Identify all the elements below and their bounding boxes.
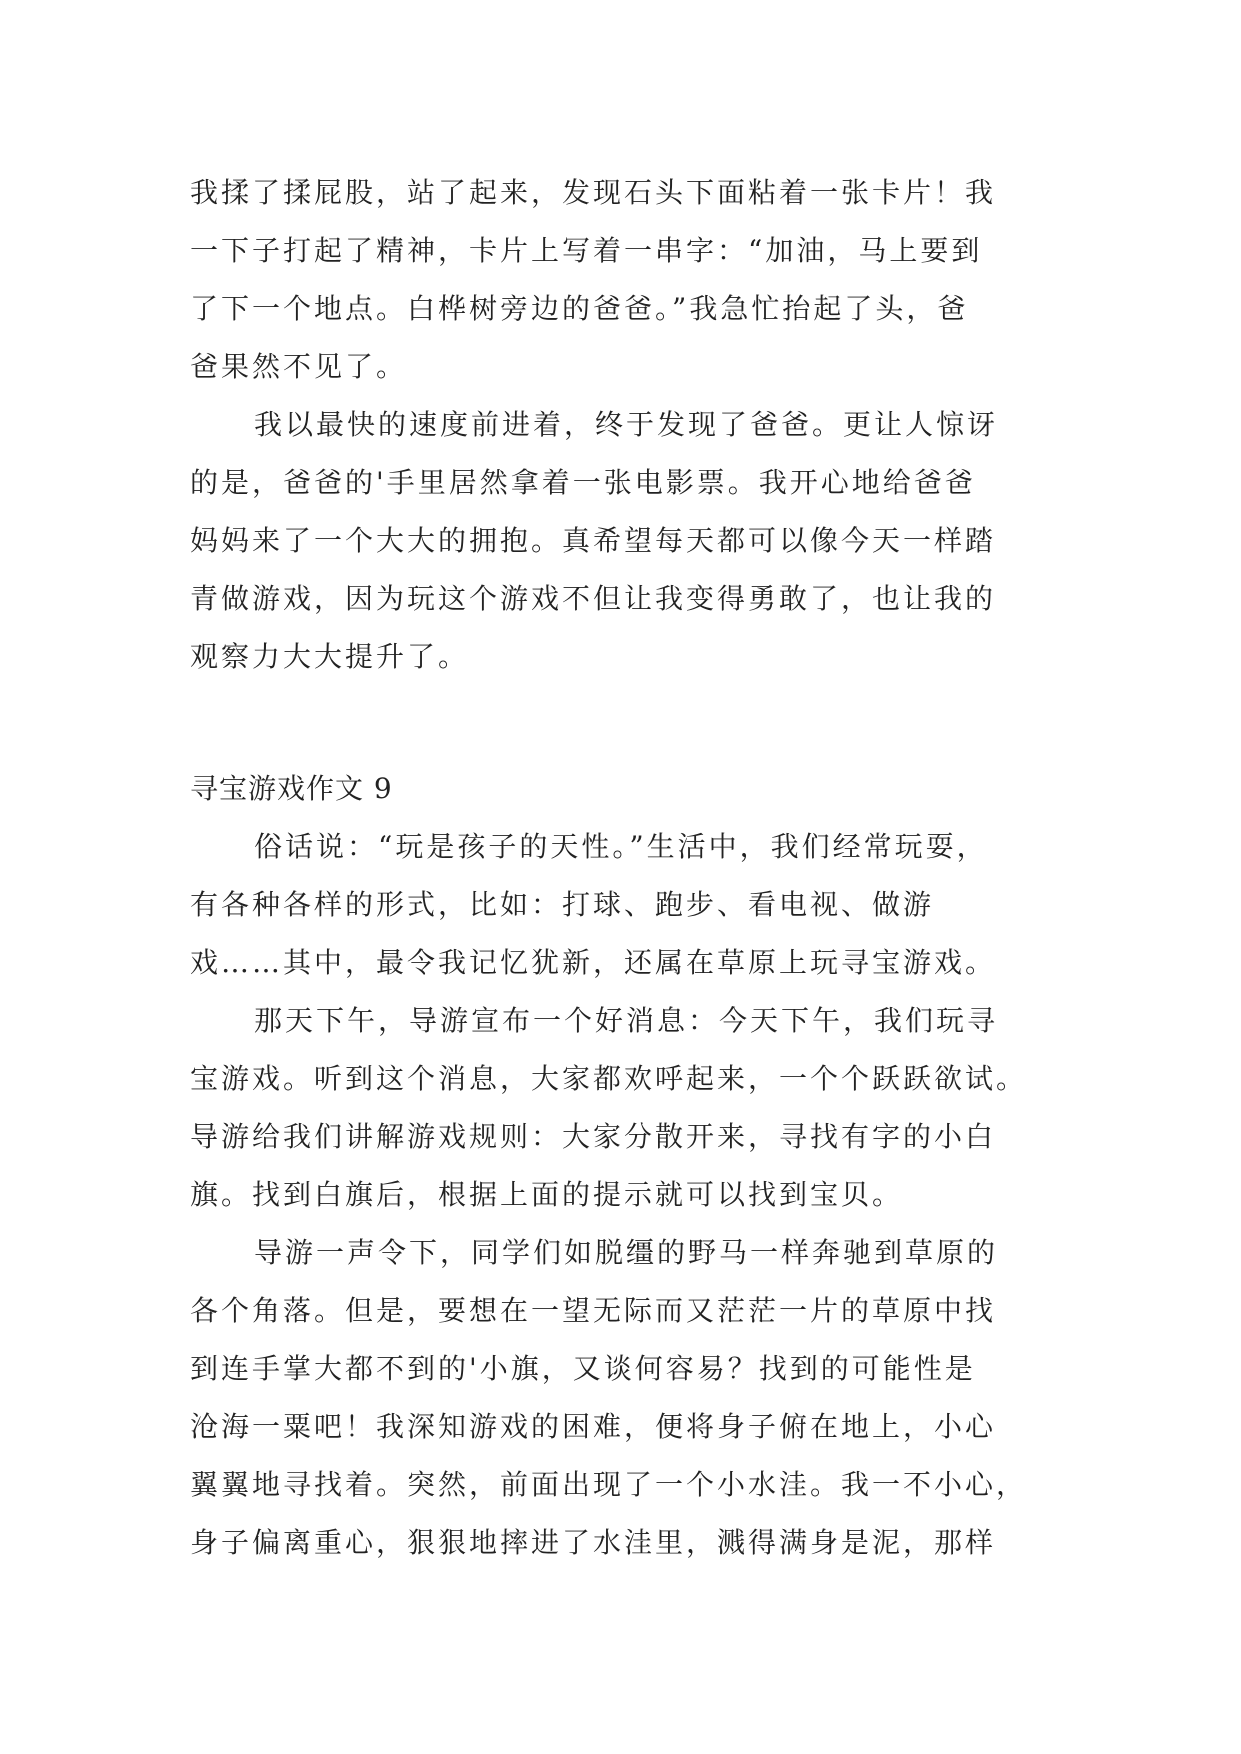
text-line: 了下一个地点。白桦树旁边的爸爸。”我急忙抬起了头，爸 bbox=[190, 292, 969, 325]
text-line: 爸果然不见了。 bbox=[190, 350, 408, 383]
text-line: 妈妈来了一个大大的拥抱。真希望每天都可以像今天一样踏 bbox=[190, 524, 997, 557]
text-line: 导游给我们讲解游戏规则：大家分散开来，寻找有字的小白 bbox=[190, 1120, 997, 1153]
text-line: 俗话说：“玩是孩子的天性。”生活中，我们经常玩耍， bbox=[254, 830, 988, 863]
paragraph bbox=[190, 1224, 1050, 1572]
paragraph bbox=[190, 818, 1050, 992]
text-line: 沧海一粟吧！我深知游戏的困难，便将身子俯在地上，小心 bbox=[190, 1410, 997, 1443]
text-line: 我揉了揉屁股，站了起来，发现石头下面粘着一张卡片！我 bbox=[190, 176, 997, 209]
text-line: 我以最快的速度前进着，终于发现了爸爸。更让人惊讶 bbox=[254, 408, 999, 441]
text-line: 宝游戏。听到这个消息，大家都欢呼起来，一个个跃跃欲试。 bbox=[190, 1062, 1028, 1095]
text-line: 翼翼地寻找着。突然，前面出现了一个小水洼。我一不小心， bbox=[190, 1468, 1028, 1501]
text-line: 青做游戏，因为玩这个游戏不但让我变得勇敢了，也让我的 bbox=[190, 582, 997, 615]
text-line: 有各种各样的形式，比如：打球、跑步、看电视、做游 bbox=[190, 888, 935, 921]
section-gap bbox=[190, 686, 1050, 760]
text-line: 一下子打起了精神，卡片上写着一串字：“加油，马上要到 bbox=[190, 234, 983, 267]
text-line: 到连手掌大都不到的'小旗，又谈何容易？找到的可能性是 bbox=[190, 1352, 976, 1385]
text-line: 各个角落。但是，要想在一望无际而又茫茫一片的草原中找 bbox=[190, 1294, 997, 1327]
text-line: 观察力大大提升了。 bbox=[190, 640, 470, 673]
text-line: 的是，爸爸的'手里居然拿着一张电影票。我开心地给爸爸 bbox=[190, 466, 976, 499]
text-line: 旗。找到白旗后，根据上面的提示就可以找到宝贝。 bbox=[190, 1178, 904, 1211]
text-line: 戏……其中，最令我记忆犹新，还属在草原上玩寻宝游戏。 bbox=[190, 946, 997, 979]
text-line: 身子偏离重心，狠狠地摔进了水洼里，溅得满身是泥，那样 bbox=[190, 1526, 997, 1559]
text-line: 那天下午，导游宣布一个好消息：今天下午，我们玩寻 bbox=[254, 1004, 999, 1037]
document-page bbox=[190, 164, 1050, 1572]
paragraph bbox=[190, 992, 1050, 1224]
paragraph bbox=[190, 164, 1050, 396]
section-heading: 寻宝游戏作文 9 bbox=[190, 772, 393, 805]
paragraph bbox=[190, 396, 1050, 686]
text-line: 导游一声令下，同学们如脱缰的野马一样奔驰到草原的 bbox=[254, 1236, 999, 1269]
